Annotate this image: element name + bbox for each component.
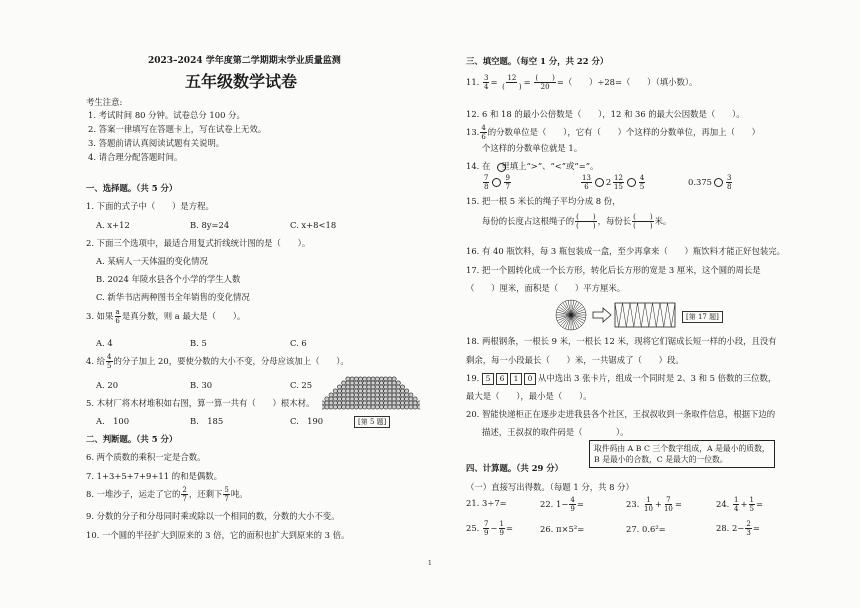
option: B. 5: [190, 338, 207, 348]
question-13: 13. $\frac{4}{6}$ 的分数单位是（ ），它有（ ）个这样的分数单位，再加上（ ）: [466, 124, 760, 141]
circle-icon: [595, 178, 604, 187]
exam-title: 2023–2024 学年度第二学期期末学业质量监测: [148, 56, 341, 66]
option: C. 25: [290, 380, 313, 390]
log-mark: [363, 393, 367, 397]
question-15: 15. 把一根 5 米长的绳子平均分成 8 份，: [466, 196, 621, 206]
log-mark: [388, 389, 392, 393]
log-mark: [325, 401, 329, 405]
page-number: 1: [428, 560, 432, 567]
log-mark: [333, 389, 337, 393]
digit-card: 6: [496, 373, 508, 385]
log-mark: [329, 397, 333, 401]
log-mark: [358, 381, 362, 385]
figure-caption: [第 17 题]: [682, 311, 723, 323]
log-mark: [367, 405, 371, 409]
log-mark: [417, 401, 420, 405]
log-mark: [329, 393, 333, 397]
log-mark: [358, 393, 362, 397]
question-6: 6. 两个质数的乘积一定是合数。: [86, 452, 206, 462]
option: C. 新华书店两种图书全年销售的变化情况: [96, 292, 250, 302]
notice-item: 2. 答案一律填写在答题卡上，写在试卷上无效。: [88, 124, 267, 134]
compare-item: $\frac{13}{6}$ 2: [582, 174, 612, 191]
log-mark: [388, 377, 392, 381]
log-mark: [358, 377, 362, 381]
log-mark: [400, 389, 404, 393]
option: B. 2024 年陵水县各个小学的学生人数: [96, 274, 241, 284]
log-mark: [325, 405, 329, 409]
log-mark: [342, 397, 346, 401]
log-mark: [363, 401, 367, 405]
log-mark: [354, 397, 358, 401]
log-mark: [396, 393, 400, 397]
question-8: 8. 一堆沙子，运走了它的 $\frac{2}{7}$ ，还剩下 $\frac{5}{7}$ 吨。: [86, 486, 248, 503]
log-mark: [388, 401, 392, 405]
log-mark: [350, 385, 354, 389]
q3-text-a: 3. 如果: [86, 311, 114, 321]
log-mark: [342, 389, 346, 393]
notice-heading: 考生注意:: [86, 97, 123, 107]
log-mark: [409, 393, 413, 397]
section-heading: 三、填空题。（每空 1 分，共 22 分）: [466, 56, 609, 66]
digit-card: 5: [482, 373, 494, 385]
log-mark: [325, 397, 329, 401]
log-mark: [384, 393, 388, 397]
question-7: 7. 1+3+5+7+9+11 的和是偶数。: [86, 471, 222, 481]
option: A. 100: [96, 416, 130, 426]
log-mark: [413, 405, 417, 409]
notice-item: 1. 考试时间 80 分钟。试卷总分 100 分。: [88, 110, 245, 120]
question-18: 18. 两根钢条，一根长 9 米，一根长 12 米，现将它们锯成长短一样的小段，且没有: [466, 336, 777, 346]
log-mark: [375, 385, 379, 389]
exam-subtitle: 五年级数学试卷: [185, 72, 298, 91]
figure-caption: [第 5 题]: [354, 416, 390, 428]
calc-item: 23. $\frac{1}{10}$ + $\frac{7}{10}$ =: [626, 496, 682, 513]
question-20: 20. 智能快递柜正在逐步走进我县各个社区，王叔叔收到一条取件信息，根据下边的: [466, 409, 776, 419]
log-mark: [384, 377, 388, 381]
log-mark: [400, 397, 404, 401]
log-mark: [354, 405, 358, 409]
log-mark: [333, 393, 337, 397]
log-mark: [388, 397, 392, 401]
log-mark: [417, 405, 420, 409]
log-mark: [413, 397, 417, 401]
log-mark: [371, 393, 375, 397]
log-mark: [409, 401, 413, 405]
q4-fraction: $\frac{4}{5}$: [107, 353, 112, 370]
log-mark: [337, 393, 341, 397]
log-mark: [346, 401, 350, 405]
log-mark: [358, 389, 362, 393]
log-mark: [346, 381, 350, 385]
calc-item: 26. π×5²=: [540, 524, 585, 534]
log-mark: [333, 405, 337, 409]
log-mark: [379, 381, 383, 385]
log-mark: [379, 401, 383, 405]
log-mark: [388, 385, 392, 389]
log-mark: [346, 377, 350, 381]
pickup-code-note: 取件码由 A B C 三个数字组成，A 是最小的质数， B 是最小的合数，C 是最大的一位数。: [589, 440, 775, 468]
question-19: 19. 5 6 1 0 从中选出 3 张卡片，组成一个同时是 2、3 和 5 倍数的三位数，: [466, 373, 777, 383]
option: B. 8y=24: [190, 220, 230, 230]
calc-item: 28. 2− $\frac{2}{3}$ =: [716, 520, 760, 537]
question-17-cont: （ ）厘米，面积是（ ）平方厘米。: [466, 283, 626, 293]
q3-text-b: 是真分数，则 a 最大是（ ）。: [121, 311, 246, 321]
log-mark: [337, 401, 341, 405]
log-mark: [337, 385, 341, 389]
question-13-cont: 个这样的分数单位就是 1。: [482, 143, 583, 153]
log-mark: [337, 405, 341, 409]
log-mark: [354, 389, 358, 393]
log-mark: [329, 405, 333, 409]
log-mark: [384, 389, 388, 393]
log-mark: [400, 393, 404, 397]
option: A. x+12: [96, 220, 130, 230]
log-mark: [346, 405, 350, 409]
log-mark: [375, 405, 379, 409]
log-mark: [350, 405, 354, 409]
circle-icon: [497, 163, 506, 172]
question-20-cont: 描述，王叔叔的取件码是（ ）。: [482, 427, 629, 437]
log-mark: [375, 377, 379, 381]
calc-item: 27. 0.6²=: [626, 524, 666, 534]
log-mark: [371, 385, 375, 389]
log-mark: [337, 397, 341, 401]
log-mark: [358, 401, 362, 405]
log-mark: [367, 393, 371, 397]
log-mark: [371, 377, 375, 381]
log-mark: [367, 381, 371, 385]
option: B. 185: [190, 416, 224, 426]
log-mark: [379, 377, 383, 381]
log-mark: [384, 405, 388, 409]
subsection-heading: （一）直接写出得数。（每题 1 分，共 8 分）: [466, 482, 634, 492]
log-mark: [346, 393, 350, 397]
log-mark: [371, 381, 375, 385]
log-mark: [350, 381, 354, 385]
log-mark: [396, 401, 400, 405]
compare-item: 0.375 $\frac{3}{8}$: [688, 174, 732, 191]
log-mark: [346, 397, 350, 401]
q4-text-b: 的分子加上 20，要使分数的大小不变，分母应该加上（ ）。: [113, 356, 349, 366]
log-mark: [379, 397, 383, 401]
log-mark: [405, 393, 409, 397]
question-9: 9. 分数的分子和分母同时乘或除以一个相同的数，分数的大小不变。: [86, 511, 340, 521]
log-mark: [371, 405, 375, 409]
log-mark: [392, 405, 396, 409]
log-mark: [367, 385, 371, 389]
question-5: 5. 木材厂将木材堆积如右图，算一算一共有（ ）根木材。: [86, 398, 315, 408]
log-mark: [342, 381, 346, 385]
log-mark: [392, 393, 396, 397]
log-mark: [392, 397, 396, 401]
log-mark: [375, 381, 379, 385]
log-mark: [409, 397, 413, 401]
log-mark: [375, 401, 379, 405]
log-mark: [350, 389, 354, 393]
question-15-line: 每份的长度占这根绳子的 $\frac{( )}{( )}$ ，每份长 $\frac{( )}{( )}$ 米。: [482, 213, 672, 230]
blank-fraction: $\frac{( )}{( )}$: [633, 213, 653, 230]
q8-fraction-1: $\frac{2}{7}$: [182, 486, 187, 503]
question-11: 11. $\frac{3}{4}$ = $\frac{12}{( )}$ = $\frac{( )}{20}$ =（ ）÷28=（ ）（填小数）。: [466, 74, 698, 91]
q3-fraction: $\frac{a}{6}$: [115, 308, 120, 325]
digit-card: 0: [524, 373, 536, 385]
log-mark: [375, 389, 379, 393]
question-1: 1. 下面的式子中（ ）是方程。: [86, 201, 214, 211]
log-mark: [405, 397, 409, 401]
log-mark: [371, 401, 375, 405]
log-mark: [392, 385, 396, 389]
log-mark: [363, 385, 367, 389]
option: C. x+8<18: [290, 220, 337, 230]
option: C. 190: [290, 416, 324, 426]
section-heading: 二、判断题。（共 5 分）: [86, 434, 178, 444]
circle-icon: [627, 178, 636, 187]
log-mark: [346, 389, 350, 393]
log-mark: [354, 401, 358, 405]
log-mark: [405, 405, 409, 409]
log-mark: [367, 389, 371, 393]
question-3: [86, 308, 245, 325]
log-mark: [396, 381, 400, 385]
log-mark: [358, 385, 362, 389]
log-mark: [400, 401, 404, 405]
log-mark: [350, 401, 354, 405]
log-mark: [346, 385, 350, 389]
log-pile-figure: [322, 376, 420, 412]
log-mark: [388, 381, 392, 385]
calc-item: 24. $\frac{1}{4}$ + $\frac{1}{5}$ =: [716, 496, 763, 513]
question-12: 12. 6 和 18 的最小公倍数是（ ），12 和 36 的最大公因数是（ ）。: [466, 109, 745, 119]
log-mark: [354, 385, 358, 389]
log-mark: [392, 401, 396, 405]
log-mark: [358, 397, 362, 401]
log-mark: [388, 405, 392, 409]
log-mark: [363, 405, 367, 409]
option: A. 4: [96, 338, 113, 348]
log-mark: [379, 393, 383, 397]
log-mark: [379, 405, 383, 409]
log-mark: [392, 377, 396, 381]
log-mark: [384, 397, 388, 401]
log-mark: [400, 385, 404, 389]
log-mark: [413, 401, 417, 405]
log-mark: [358, 405, 362, 409]
log-mark: [396, 385, 400, 389]
circle-icon: [492, 178, 501, 187]
log-mark: [350, 377, 354, 381]
q8-fraction-2: $\frac{5}{7}$: [224, 486, 229, 503]
log-mark: [405, 401, 409, 405]
log-mark: [367, 397, 371, 401]
log-mark: [350, 393, 354, 397]
log-mark: [396, 397, 400, 401]
log-mark: [329, 401, 333, 405]
log-mark: [367, 401, 371, 405]
log-mark: [371, 397, 375, 401]
log-mark: [384, 401, 388, 405]
question-16: 16. 有 40 瓶饮料，每 3 瓶包装成一盒，至少再拿来（ ）瓶饮料才能正好包装完。: [466, 246, 785, 256]
log-mark: [400, 405, 404, 409]
calc-item: 21. 3÷7=: [466, 498, 507, 508]
log-mark: [379, 385, 383, 389]
log-mark: [384, 381, 388, 385]
log-mark: [354, 381, 358, 385]
log-mark: [322, 405, 325, 409]
rectangle-sectors: [615, 303, 675, 327]
section-heading: 四、计算题。（共 29 分）: [466, 463, 564, 473]
log-mark: [363, 377, 367, 381]
log-mark: [371, 389, 375, 393]
section-heading: 一、选择题。（共 5 分）: [86, 183, 178, 193]
log-mark: [405, 389, 409, 393]
log-mark: [342, 393, 346, 397]
question-10: 10. 一个圆的半径扩大到原来的 3 倍，它的面积也扩大到原来的 3 倍。: [86, 530, 350, 540]
blank-fraction: $\frac{( )}{( )}$: [576, 213, 596, 230]
option: A. 20: [96, 380, 119, 390]
question-2: 2. 下面三个选项中，最适合用复式折线统计图的是（ ）。: [86, 238, 311, 248]
question-14: 14. 在 里填上“>”、“<”或“=”。: [466, 161, 599, 171]
notice-item: 4. 请合理分配答题时间。: [88, 152, 183, 162]
log-mark: [350, 397, 354, 401]
q4-text-a: 4. 给: [86, 356, 106, 366]
log-mark: [322, 401, 325, 405]
calc-item: 25. $\frac{7}{9}$ − $\frac{1}{9}$ =: [466, 520, 513, 537]
compare-item: $\frac{7}{8}$ $\frac{9}{7}$: [484, 174, 510, 191]
log-mark: [363, 381, 367, 385]
question-18-cont: 剩余，每一小段最长（ ）米，一共锯成了（ ）段。: [466, 355, 684, 365]
log-mark: [367, 377, 371, 381]
log-mark: [375, 393, 379, 397]
log-mark: [375, 397, 379, 401]
question-4: [86, 353, 349, 370]
log-mark: [396, 389, 400, 393]
log-mark: [354, 393, 358, 397]
question-19-cont: 最大是（ ），最小是（ ）。: [466, 391, 592, 401]
option: B. 30: [190, 380, 213, 390]
option: A. 某病人一天体温的变化情况: [96, 256, 208, 266]
log-mark: [396, 405, 400, 409]
log-mark: [333, 401, 337, 405]
log-mark: [363, 389, 367, 393]
calc-item: 22. 1− $\frac{4}{9}$ =: [540, 496, 584, 513]
option: C. 6: [290, 338, 307, 348]
log-mark: [333, 397, 337, 401]
digit-card: 1: [510, 373, 522, 385]
log-mark: [388, 393, 392, 397]
log-mark: [342, 385, 346, 389]
log-mark: [342, 405, 346, 409]
log-mark: [409, 405, 413, 409]
compare-item: $\frac{12}{15}$ $\frac{4}{5}$: [614, 174, 645, 191]
log-mark: [337, 389, 341, 393]
question-17: 17. 把一个圆转化成一个长方形，转化后长方形的宽是 3 厘米，这个圆的周长是: [466, 265, 761, 275]
notice-item: 3. 答题前请认真阅读试题有关说明。: [88, 138, 225, 148]
log-mark: [342, 401, 346, 405]
log-mark: [379, 389, 383, 393]
log-mark: [392, 381, 396, 385]
log-mark: [363, 397, 367, 401]
log-mark: [392, 389, 396, 393]
log-mark: [384, 385, 388, 389]
log-mark: [354, 377, 358, 381]
circle-icon: [714, 178, 723, 187]
